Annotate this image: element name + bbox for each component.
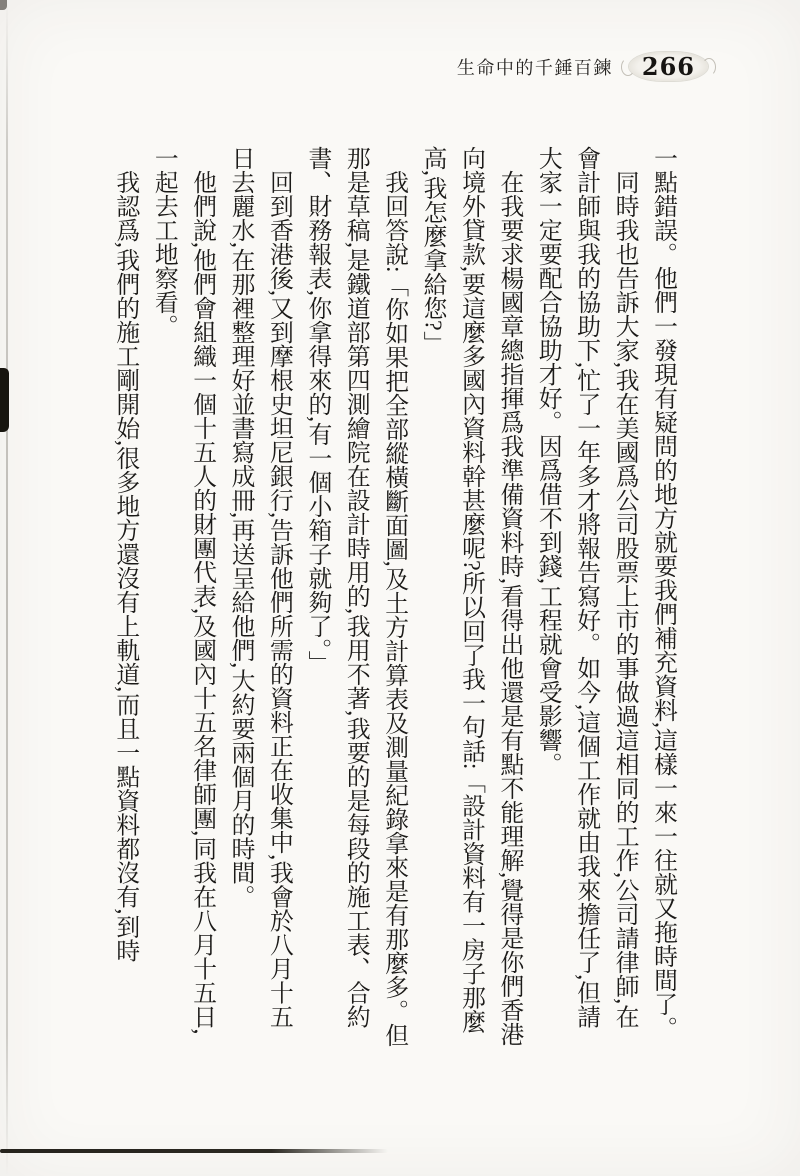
paragraph: 在我要求楊國章總指揮爲我準備資料時,看得出他還是有點不能理解,覺得是你們香港向境外貸款,要這麼多國內資料幹甚麼呢?所以回了我一句話:「設計資料有一房子那麼高,我怎麼拿給您?」 bbox=[419, 146, 523, 1047]
paragraph: 同時我也告訴大家,我在美國爲公司股票上市的事做過這相同的工作,公司請律師,在會計師與我的協助下,忙了一年多才將報告寫好。如今,這個工作就由我來擔任了,但請大家一定要配合協助才好。因爲借不到錢,工程就會受影響。 bbox=[534, 146, 638, 1029]
scan-artifact-left-blob bbox=[0, 368, 9, 432]
page-number-ornament bbox=[629, 52, 708, 81]
scan-artifact-bottom-line bbox=[0, 1149, 388, 1153]
paragraph: 一點錯誤。他們一發現有疑問的地方就要我們補充資料,這樣一來一往就又拖時間了。 bbox=[650, 146, 676, 1041]
paragraph: 我認爲,我們的施工剛開始,很多地方還沒有上軌道,而且一點資料都沒有,到時 bbox=[112, 169, 139, 963]
paragraph: 他們說,他們會組織一個十五人的財團代表,及國內十五名律師團,同我在八月十五日,一起去工地察看。 bbox=[150, 146, 216, 1035]
paragraph: 回到香港後,又到摩根史坦尼銀行,告訴他們所需的資料正在收集中,我會於八月十五日去麗水,在那裡整理好並書寫成冊,再送呈給他們,大約要兩個月的時間。 bbox=[227, 146, 292, 1029]
running-head bbox=[457, 52, 708, 81]
page-number: 266 bbox=[641, 52, 695, 81]
paragraph: 我回答說:「你如果把全部縱橫斷面圖,及土方計算表及測量紀錄拿來是有那麼多。但那是草稿,是鐵道部第四測繪院在設計時用的,我用不著,我要的是每段的施工表、合約書、財務報表,你拿得來的,有一個小箱子就夠了。」 bbox=[304, 146, 408, 1047]
scan-artifact-corner-mark bbox=[0, 0, 7, 10]
vertical-text-body bbox=[104, 146, 682, 1052]
running-head-title: 生命中的千錘百鍊 bbox=[456, 57, 613, 78]
scan-artifact-left-edge-line bbox=[6, 0, 8, 1176]
